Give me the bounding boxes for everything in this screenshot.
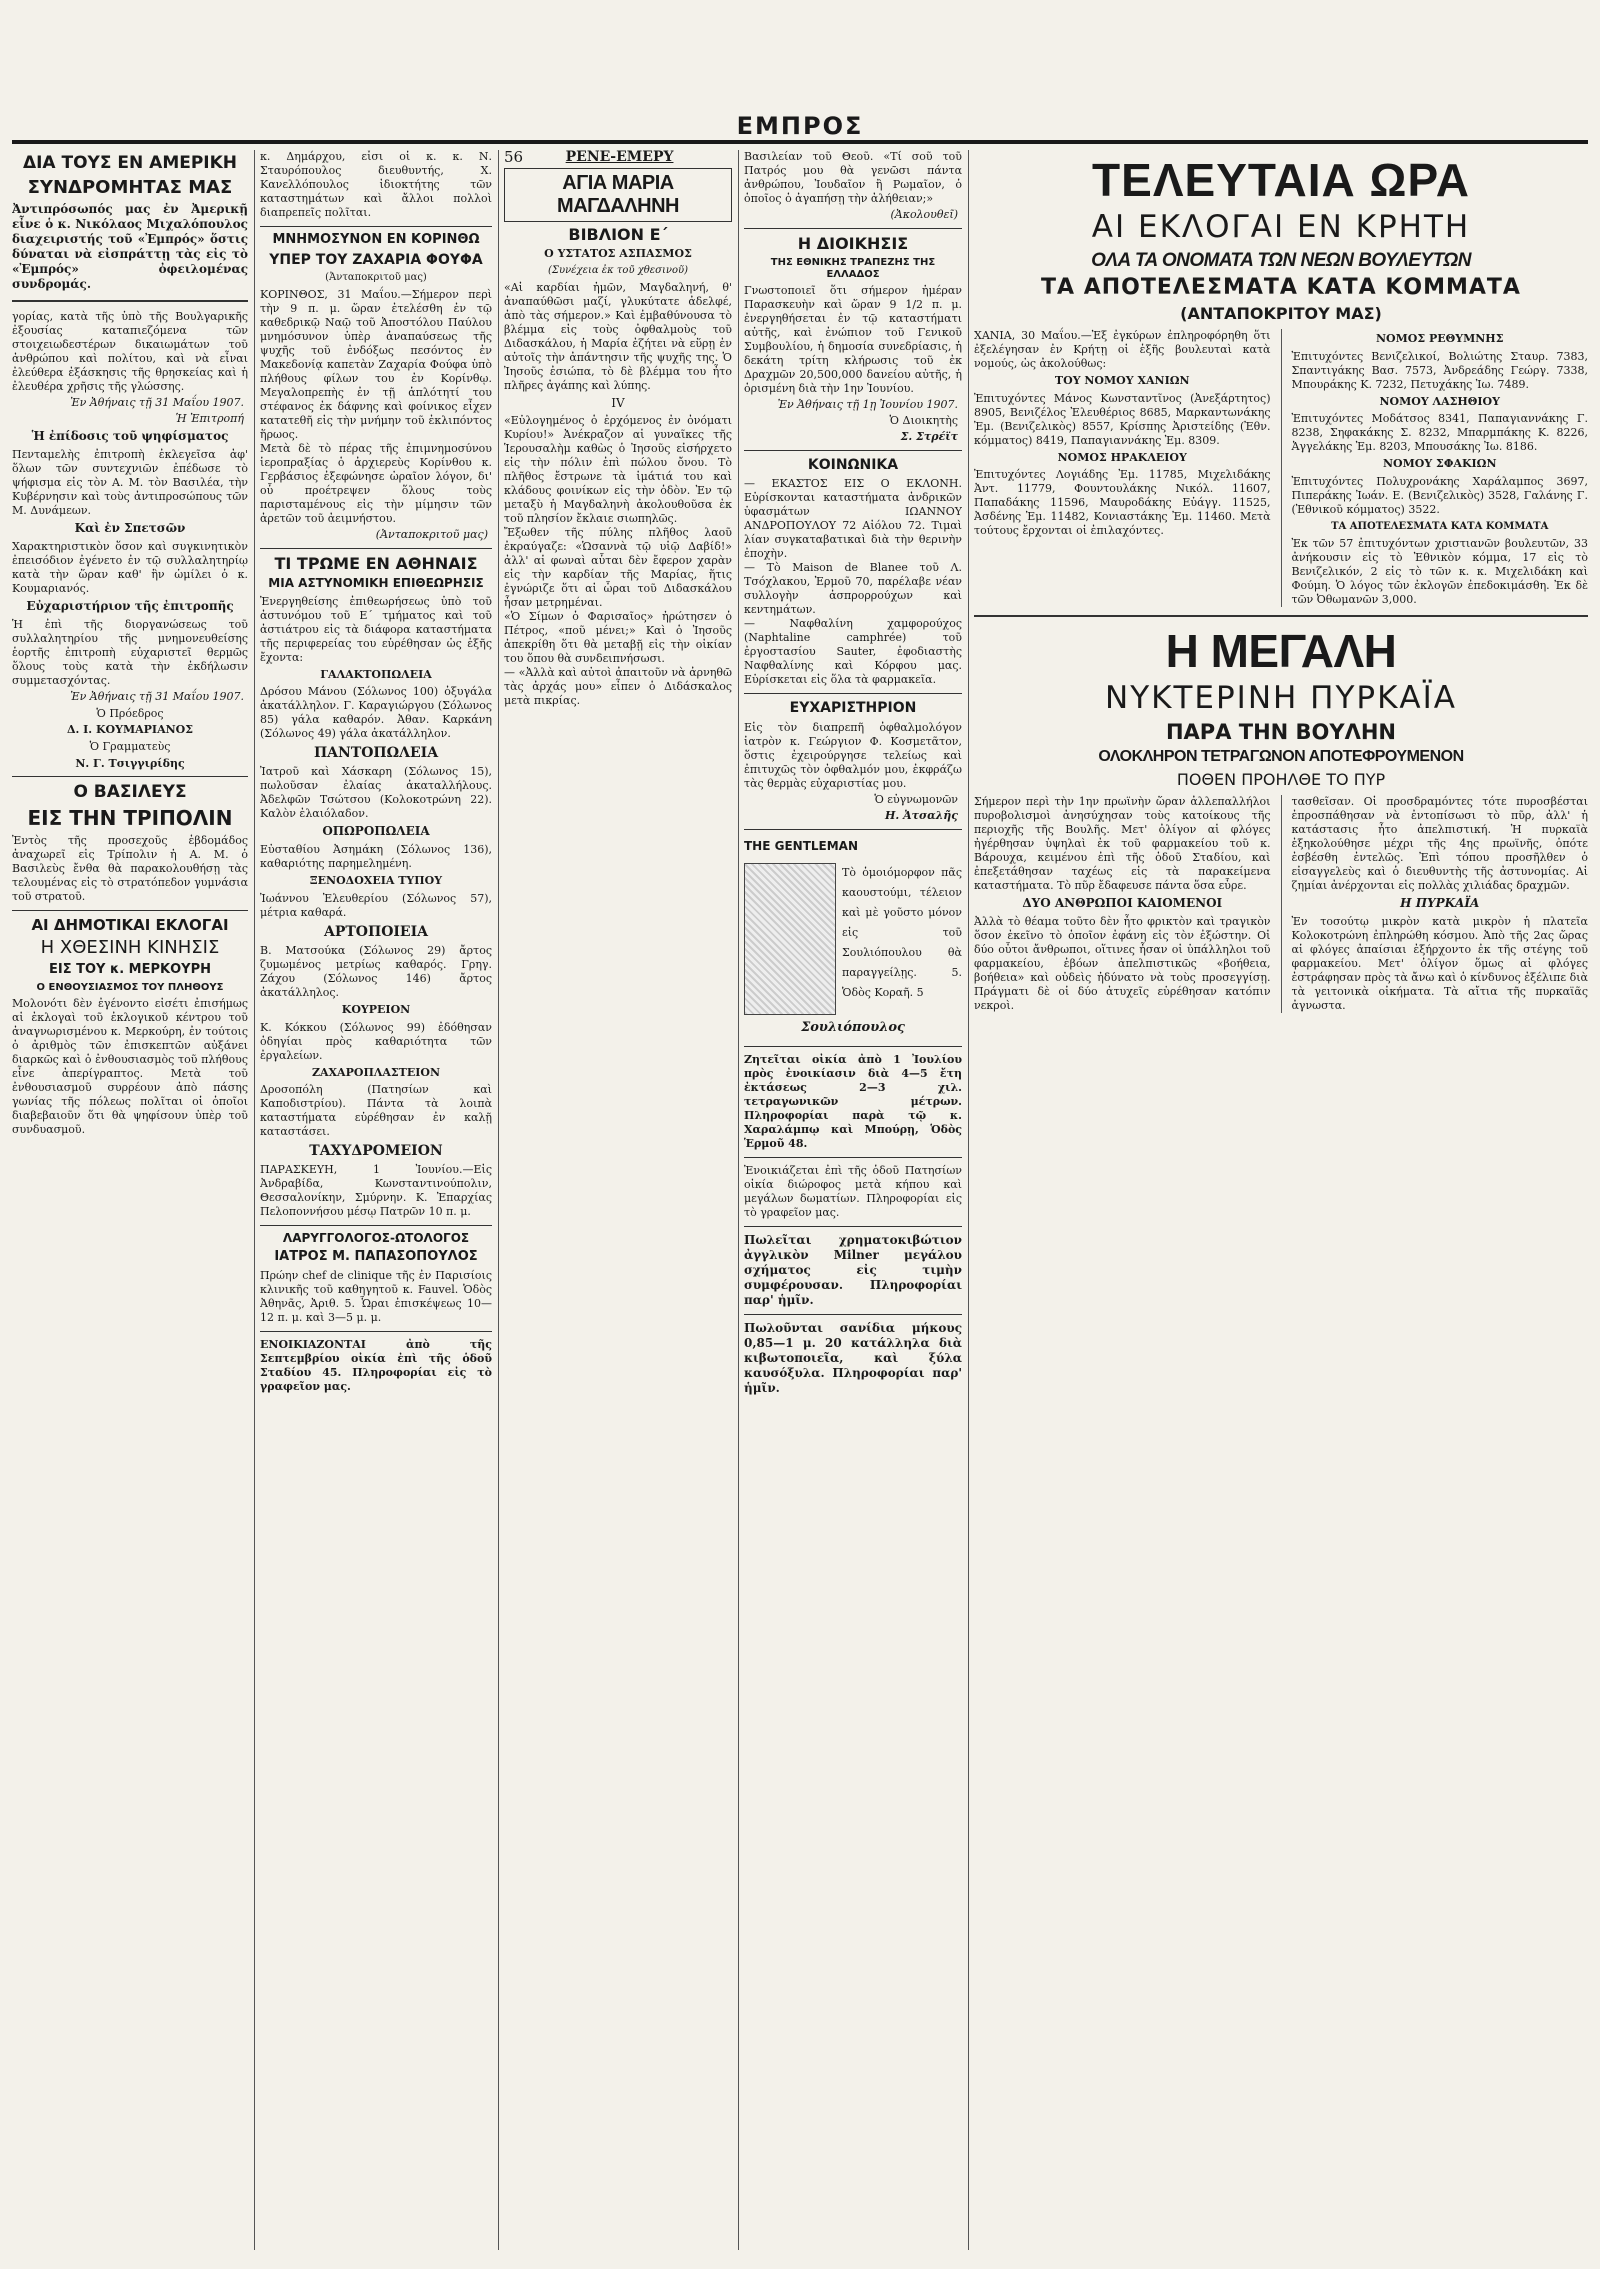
col2-section-7: ΖΑΧΑΡΟΠΛΑΣΤΕΙΟΝ	[311, 1065, 441, 1079]
col4-text-2: Γνωστοποιεῖ ὅτι σήμερον ἡμέραν Παρασκευὴν καὶ ὥραν 9 1/2 π. μ. ἐνεργηθήσεται ἐν τῷ καταστήματι αὐτῆς, καὶ ἐνώπιον τοῦ Γενικοῦ Συμβουλίου, ἡ δημοσία συνεδρίασις, ἡ δεκάτη τρίτη κλήρωσις τοῦ ἐκ Δραχμῶν 20,500,000 δανείου αὐτῆς, ἡ ὁρισμένη διὰ τὴν 1ην Ἰουνίου.	[744, 284, 962, 396]
fire-sub-the-fire: Η ΠΥΡΚΑΪΑ	[1400, 896, 1480, 911]
col4-governor-name: Σ. Στρέϊτ	[900, 430, 958, 444]
col2-headline-3: ΤΙ ΤΡΩΜΕ ΕΝ ΑΘΗΝΑΙΣ	[274, 553, 478, 573]
nomos-lasithi: ΝΟΜΟΥ ΛΑΣΗΘΙΟΥ	[1379, 394, 1500, 408]
col4-thanker-label: Ὁ εὐγνωμονῶν	[874, 792, 958, 806]
col2-para-4: Ἐνεργηθείσης ἐπιθεωρήσεως ὑπὸ τοῦ ἀστυνόμου τοῦ Ε΄ τμήματος καὶ τοῦ ἀστιάτρου εἰς τὰ διάφορα καταστήματα τῆς περιφερείας του εὑρέθησαν ὡς ἑξῆς ἔχοντα:	[260, 594, 492, 664]
serial-continued: (Συνέχεια ἐκ τοῦ χθεσινοῦ)	[548, 265, 688, 277]
col2-section-2-text: Ἰατροῦ καὶ Χάσκαρη (Σόλωνος 15), πωλοῦσαν ἐλαίας ἀκαταλλήλους. Ἀδελφῶν Τσώτσου (Κολοκοτρώνη 22). Καλὸν ἐλαιόλαδον.	[260, 765, 492, 821]
col1-para-6: Μολονότι δὲν ἐγένοντο εἰσέτι ἐπισήμως αἱ ἐκλογαὶ τοῦ ἐκλογικοῦ κέντρου τοῦ ἀναγνωρισμένου κ. Μερκούρη, ἐν τούτοις ὁ ἀριθμὸς τῶν ἐπισκεπτῶν αὐξάνει διαρκῶς καὶ ὁ ἐνθουσιασμὸς τοῦ πλήθους εἶνε ἀπερίγραπτος. Μετὰ τοῦ ἐνθουσιασμοῦ συρρέουν ἀπὸ πάσης γωνίας τῆς πόλεως πολῖται οἱ ὁποῖοι διαβεβαιοῦν ὅτι θὰ ψηφίσουν ὑπὲρ τοῦ συνδυασμοῦ.	[12, 997, 248, 1137]
col2-section-8: ΤΑΧΥΔΡΟΜΕΙΟΝ	[309, 1143, 443, 1160]
col1-headline-2: ΣΥΝΔΡΟΜΗΤΑΣ ΜΑΣ	[27, 176, 233, 198]
col4-text-8: Ἐνοικιάζεται ἐπὶ τῆς ὁδοῦ Πατησίων οἰκία διώροφος μετὰ κήπου καὶ μεγάλων δωματίων. Πληροφορίαι εἰς τὸ γραφεῖον μας.	[744, 1164, 962, 1220]
col5-election-results	[974, 329, 1588, 606]
col4-follows: (Ἀκολουθεῖ)	[890, 208, 958, 221]
col4-text-5: — Ναφθαλίνη χαμφορούχος (Naphtaline camphrée) τοῦ ἐργοστασίου Sauter, ἐφοδιαστὴς Ναφθαλίνης καὶ Κόρφου μας. Εὑρίσκεται εἰς ὅλα τὰ φαρμακεῖα.	[744, 617, 962, 687]
col5-headline-5: Η ΜΕΓΑΛΗ	[1165, 624, 1397, 677]
column-4	[744, 150, 962, 2250]
col5-headline-2: ΑΙ ΕΚΛΟΓΑΙ ΕΝ ΚΡΗΤΗ	[1091, 209, 1471, 245]
col2-para-2: ΚΟΡΙΝΘΟΣ, 31 Μαΐου.—Σήμερον περὶ τὴν 9 π. μ. ὥραν ἐτελέσθη ἐν τῷ καθεδρικῷ Ναῷ τοῦ Ἀποστόλου Παύλου μνημόσυνον ὑπὲρ ἀναπαύσεως τῆς ψυχῆς τοῦ ἐνδόξως πεσόντος ἐν Μακεδονίᾳ καπετὰν Ζαχαρία Φούφα ὑπὸ πλήθους φίλων του ἐν Κορίνθῳ. Μεγαλοπρεπὴς ἐν τῇ ἁπλότητί του στέφανος ἐκ δάφνης καὶ φοίνικος εἶχεν κατατεθῆ εἰς τὴν μνήμην τοῦ ἐκλιπόντος ἥρωος.	[260, 287, 492, 441]
col5-text-1: ΧΑΝΙΑ, 30 Μαΐου.—Ἐξ ἐγκύρων ἐπληροφόρηθη ὅτι ἐξελέγησαν ἐν Κρήτῃ οἱ ἑξῆς βουλευταὶ κατὰ νομούς, ὡς ἀκολούθως:	[974, 329, 1271, 371]
col5-headline-4: ΤΑ ΑΠΟΤΕΛΕΣΜΑΤΑ ΚΑΤΑ ΚΟΜΜΑΤΑ	[1041, 275, 1521, 301]
col1-rule-2	[12, 776, 248, 777]
col5-headline-1: ΤΕΛΕΥΤΑΙΑ ΩΡΑ	[1092, 154, 1470, 206]
col4-text-4: — Τὸ Maison de Blanee τοῦ Λ. Τσόχλακου, Ἑρμοῦ 70, παρέλαβε νέαν συλλογὴν ἀσπρορρούχων καὶ κεντημάτων.	[744, 561, 962, 617]
col4-governor: Ὁ Διοικητὴς	[889, 414, 958, 428]
nomos-heraklion: ΝΟΜΟΣ ΗΡΑΚΛΕΙΟΥ	[1057, 450, 1187, 464]
col4-rule-5	[744, 1046, 962, 1047]
col5-byline: (ΑΝΤΑΠΟΚΡΙΤΟΥ ΜΑΣ)	[1180, 303, 1382, 323]
col1-headline-1: ΔΙΑ ΤΟΥΣ ΕΝ ΑΜΕΡΙΚΗ	[22, 153, 238, 173]
serial-text-4: Ἔξωθεν τῆς πύλης πλῆθος λαοῦ ἐκραύγαζε: «Ὡσαννὰ τῷ υἱῷ Δαβίδ!» ἀλλ' αἱ φωναὶ αὗται δὲν ἔφερον χαρὰν εἰς τὴν καρδίαν τῆς Μαρίας, ἥτις ἐγνώριζε ὅτι αἱ ὧραι τοῦ Διδασκάλου ἦσαν μετρημέναι.	[504, 526, 732, 610]
col4-rule-7	[744, 1226, 962, 1227]
col4-text-1: Βασιλείαν τοῦ Θεοῦ. «Τί σοῦ τοῦ Πατρός μου θὰ γενῶσι πάντα ἀνθρώπου, Ἰουδαῖον ἢ Ρωμαῖον, ὁ ὁποῖος ὁ ἀγαπήσῃ τὴν ἀλήθειαν;»	[744, 150, 962, 205]
col4-text-7: Ζητεῖται οἰκία ἀπὸ 1 Ἰουλίου πρὸς ἐνοικίασιν διὰ 4—5 ἔτη ἐκτάσεως 2—3 χιλ. τετραγωνικῶν μέτρων. Πληροφορίαι παρὰ τῷ κ. Χαραλάμπῳ καὶ Μπούρῃ, Ὁδὸς Ἑρμοῦ 48.	[744, 1053, 962, 1151]
column-1	[12, 150, 248, 2250]
nomos-chania: ΤΟΥ ΝΟΜΟΥ ΧΑΝΙΩΝ	[1054, 374, 1190, 388]
masthead-title: ΕΜΠΡΟΣ	[736, 112, 864, 140]
gentleman-ad-title: THE GENTLEMAN	[744, 838, 858, 853]
serial-book: ΒΙΒΛΙΟΝ Ε΄	[568, 225, 668, 244]
col2-section-1-text: Δρόσου Μάνου (Σόλωνος 100) ὀξυγάλα ἀκατάλληλον. Γ. Καραγιώργου (Σόλωνος 85) γάλα καθαρόν. Ἀθαν. Καρκάνη (Σόλωνος 49) γάλα ἀκατάλληλον.	[260, 685, 492, 741]
col1-sub-1: Ἡ ἐπίδοσις τοῦ ψηφίσματος	[31, 429, 229, 444]
col5-headline-6: ΝΥΚΤΕΡΙΝΗ ΠΥΡΚΑΪΑ	[1105, 679, 1457, 716]
fire-text-3: τασθεῖσαν. Οἱ προσδραμόντες τότε πυροσβέσται ἐπροσπάθησαν νὰ ἐντοπίσωσι τὸ πῦρ, ἀλλ' ἡ κατάστασις ἦτο ἀπελπιστική. Ἡ πυρκαϊὰ ἐξηκολούθησε μέχρι τῆς 4ης πρωϊνῆς, ὁπότε ἐσβέσθη ἐντελῶς. Ἐπὶ τόπου προσῆλθεν ὁ εἰσαγγελεὺς καὶ ὁ διευθυντὴς τῆς ἀστυνομίας. Αἱ ζημίαι ἀνέρχονται εἰς πολλὰς χιλιάδας δραχμῶν.	[1291, 795, 1588, 893]
col5-subcol-right	[1291, 329, 1588, 606]
col5-fire-right	[1291, 795, 1588, 1013]
col1-headline-5: ΑΙ ΔΗΜΟΤΙΚΑΙ ΕΚΛΟΓΑΙ	[31, 915, 229, 934]
col1-rule-1	[12, 300, 248, 302]
page-columns	[12, 150, 1588, 2260]
gentleman-ad-name: Σουλιόπουλος	[801, 1020, 905, 1036]
col4-rule-2	[744, 450, 962, 451]
col2-rule-1	[260, 226, 492, 227]
serial-text-3: «Εὐλογημένος ὁ ἐρχόμενος ἐν ὀνόματι Κυρίου!» Ἀνέκραζον αἱ γυναῖκες τῆς Ἱερουσαλὴμ καθὼς ὁ Ἰησοῦς εἰσήρχετο εἰς τὴν πόλιν ἐπὶ πώλου ὄνου. Τὸ πλῆθος ἔστρωνε τὰ ἱμάτιά του καὶ κλάδους φοινίκων εἰς τὴν ὁδὸν. Ἐν τῷ μεταξὺ ἡ Μαγδαληνὴ ἀκολουθοῦσα ἐκ τοῦ πλησίον ἔκλαιε σιωπηλῶς.	[504, 414, 732, 526]
col4-rule-8	[744, 1314, 962, 1315]
col2-section-5: ΑΡΤΟΠΟΙΕΙΑ	[323, 923, 429, 940]
col5-fire-story	[974, 795, 1588, 1013]
col2-section-1: ΓΑΛΑΚΤΟΠΩΛΕΙΑ	[320, 667, 432, 681]
col1-headline-6: Η ΧΘΕΣΙΝΗ ΚΙΝΗΣΙΣ	[40, 936, 220, 958]
col5-headline-7: ΠΑΡΑ ΤΗΝ ΒΟΥΛΗΝ	[1165, 720, 1397, 745]
nomos-sfakia-text: Ἐπιτυχόντες Πολυχρονάκης Χαράλαμπος 3697, Πιπεράκης Ἰωάν. Ε. (Βενιζελικὸς) 3528, Γαλάνης Γ. (Ἐθνικοῦ κόμματος) 3522.	[1291, 475, 1588, 517]
serial-section-iv: IV	[611, 395, 625, 410]
col5-fire-left	[974, 795, 1271, 1013]
col1-sub-3: Εὐχαριστήριον τῆς ἐπιτροπῆς	[26, 598, 234, 613]
party-results-head: ΤΑ ΑΠΟΤΕΛΕΣΜΑΤΑ ΚΑΤΑ ΚΟΜΜΑΤΑ	[1331, 521, 1549, 533]
col2-section-3: ΟΠΩΡΟΠΩΛΕΙΑ	[322, 824, 430, 839]
col2-rule-2	[260, 548, 492, 549]
col2-section-9-name: ΙΑΤΡΟΣ Μ. ΠΑΠΑΣΟΠΟΥΛΟΣ	[274, 1249, 478, 1265]
fire-text-1: Σήμερον περὶ τὴν 1ην πρωϊνὴν ὥραν ἀλλεπαλλήλοι πυροβολισμοὶ ἀνησύχησαν τοὺς κατοίκους τῆς περιοχῆς τῆς Βουλῆς. Μετ' ὀλίγον αἱ φλόγες ἠγέρθησαν ὑψηλαὶ ἐκ τοῦ φαρμακείου τοῦ κ. Βάρουχα, κειμένου ἐπὶ τῆς ὁδοῦ Σταδίου, καὶ ἐπεξετάθησαν ταχέως εἰς τὰ παρακείμενα καταστήματα. Τὸ πῦρ ἔδαφευσε πάντα ὅσα εὗρε.	[974, 795, 1271, 893]
col1-president: Ὁ Πρόεδρος	[96, 706, 164, 720]
col5-fire-rule	[1281, 795, 1282, 1013]
col2-section-4-text: Ἰωάννου Ἐλευθερίου (Σόλωνος 57), μέτρια καθαρά.	[260, 891, 492, 919]
col2-section-8-text: ΠΑΡΑΣΚΕΥΗ, 1 Ἰουνίου.—Εἰς Ἀνδραβίδα, Κωνσταντινούπολιν, Θεσσαλονίκην, Σμύρνην. Κ. Ἐπαρχίας Πελοποννήσου μέσῳ Πατρῶν 10 π. μ.	[260, 1163, 492, 1219]
col1-para-3: Χαρακτηριστικὸν ὅσον καὶ συγκινητικὸν ἐπεισόδιον ἐγένετο ἐν τῷ συλλαλητηρίῳ κατὰ τὴν ὥραν καθ' ἣν ὡμίλει ὁ κ. Κουμαριανός.	[12, 539, 248, 595]
col2-section-9: ΛΑΡΥΓΓΟΛΟΓΟΣ-ΩΤΟΛΟΓΟΣ	[282, 1231, 470, 1246]
col2-headline-4: ΜΙΑ ΑΣΤΥΝΟΜΙΚΗ ΕΠΙΘΕΩΡΗΣΙΣ	[268, 575, 484, 590]
serial-chapter: Ο ΥΣΤΑΤΟΣ ΑΣΠΑΣΜΟΣ	[544, 247, 692, 261]
column-5	[974, 150, 1588, 2250]
col2-sig-1: (Ἀνταποκριτοῦ μας)	[375, 527, 488, 541]
col2-section-6: ΚΟΥΡΕΙΟΝ	[341, 1002, 411, 1016]
col2-section-9-text: Πρώην chef de clinique τῆς ἐν Παρισίοις κλινικῆς τοῦ καθηγητοῦ κ. Fauvel. Ὁδὸς Ἀθηνᾶς, Ἀριθ. 5. Ὧραι ἐπισκέψεως 10—12 π. μ. καὶ 3—5 μ. μ.	[260, 1269, 492, 1325]
gentleman-ad	[744, 836, 962, 1041]
column-rule-1	[254, 150, 255, 2250]
col4-text-10: Πωλοῦνται σανίδια μήκους 0,85—1 μ. 20 κατάλληλα διὰ κιβωτοποιεῖα, καὶ ξύλα καυσόξυλα. Πληροφορίαι παρ' ἡμῖν.	[744, 1321, 962, 1396]
party-results-text: Ἐκ τῶν 57 ἐπιτυχόντων χριστιανῶν βουλευτῶν, 33 ἀνήκουσιν εἰς τὸ Ἐθνικὸν κόμμα, 17 εἰς τὸ Βενιζελικόν, 2 εἰς τὸ τῶν κ. κ. Μιχελιδάκη καὶ Φούμη. Ὁ λόγος τῶν ἐκλογῶν ἐπεδοκιμάσθη. Ἐκ δὲ τῶν Ὀθωμανῶν 3,000.	[1291, 536, 1588, 606]
serial-title: ΑΓΙΑ ΜΑΡΙΑ ΜΑΓΔΑΛΗΝΗ	[504, 168, 732, 222]
col1-sub-2: Καὶ ἐν Σπετσῶν	[74, 521, 186, 536]
col4-rule-3	[744, 693, 962, 694]
serial-text-1: «Αἱ καρδίαι ἡμῶν, Μαγδαληνή, θ' ἀναπαύθῶσι μαζί, γλυκύτατε ἀδελφέ, ἀπὸ τὰς σήμερον.» Καὶ ἐμβαθύνουσα τὸ βλέμμα εἰς τοὺς ὀφθαλμοὺς τοῦ Διδασκάλου, ἡ Μαρία ἐζήτει νὰ εὕρῃ ἐν αὐτοῖς τὴν ἀπάντησιν τῆς ψυχῆς της. Ὁ Ἰησοῦς ἐσιώπα, τὸ δὲ βλέμμα του ἦτο πλῆρες ἀγάπης καὶ λύπης.	[504, 280, 732, 392]
col4-text-3: — ΕΚΑΣΤΟΣ ΕΙΣ Ο ΕΚΛΟΝΗ. Εὑρίσκονται καταστήματα ἀνδρικῶν ὑφασμάτων ΙΩΑΝΝΟΥ ΑΝΔΡΟΠΟΥΛΟΥ 72 Αἰόλου 72. Τιμαὶ λίαν συγκαταβατικαὶ διὰ τὴν θερινὴν ἐποχὴν.	[744, 477, 962, 561]
col2-section-10: ΕΝΟΙΚΙΑΖΟΝΤΑΙ ἀπὸ τῆς Σεπτεμβρίου οἰκία ἐπὶ τῆς ὁδοῦ Σταδίου 45. Πληροφορίαι εἰς τὸ γραφεῖον μας.	[260, 1338, 492, 1394]
fire-sub-two-men: ΔΥΟ ΑΝΘΡΩΠΟΙ ΚΑΙΟΜΕΝΟΙ	[1022, 896, 1223, 911]
col4-rule-6	[744, 1157, 962, 1158]
col1-headline-4: ΕΙΣ ΤΗΝ ΤΡΙΠΟΛΙΝ	[27, 805, 233, 830]
column-2	[260, 150, 492, 2250]
col2-rule-3	[260, 1225, 492, 1226]
col2-byline: (Ἀνταποκριτοῦ μας)	[325, 272, 427, 284]
col2-section-3-text: Εὐσταθίου Ἀσημάκη (Σόλωνος 136), καθαριότης παρημελημένη.	[260, 843, 492, 871]
col1-secretary-name: Ν. Γ. Τσιγγιρίδης	[75, 756, 185, 770]
col2-para-3: Μετὰ δὲ τὸ πέρας τῆς ἐπιμνημοσύνου ἱεροπραξίας ὁ ἀρχιερεὺς Κορίνθου κ. Γερβάσιος ἐξεφώνησε ὡραῖον λόγον, δι' οὗ προέτρεψεν ὅλους τοὺς παρισταμένους εἰς τὴν μίμησιν τῶν ἀρετῶν τοῦ ἀειμνήστου.	[260, 441, 492, 525]
column-rule-4	[968, 150, 969, 2250]
masthead	[0, 0, 1600, 150]
col1-para-4: Ἡ ἐπὶ τῆς διοργανώσεως τοῦ συλλαλητηρίου τῆς μνημονευθείσης ἑορτῆς ἐπιτροπὴ εὐχαριστεῖ θερμῶς ὅλους τοὺς κατὰ τὴν ἐκδήλωσιν συμμετασχόντας.	[12, 617, 248, 687]
col5-headline-9: ΠΟΘΕΝ ΠΡΟΗΛΘΕ ΤΟ ΠΥΡ	[1176, 769, 1386, 789]
col4-text-6: Εἰς τὸν διαπρεπῆ ὀφθαλμολόγον ἰατρὸν κ. Γεώργιον Φ. Κοσμετᾶτον, ὅστις ἐχειρούργησε τελείως καὶ ἐπιτυχῶς τὸν ὀφθαλμόν μου, ἐκφράζω τὰς θερμὰς εὐχαριστίας μου.	[744, 720, 962, 790]
col1-president-name: Δ. Ι. ΚΟΥΜΑΡΙΑΝΟΣ	[66, 723, 194, 737]
col1-date-2: Ἐν Ἀθήναις τῇ 31 Μαΐου 1907.	[70, 689, 244, 703]
nomos-sfakia: ΝΟΜΟΥ ΣΦΑΚΙΩΝ	[1382, 457, 1497, 471]
column-3	[504, 150, 732, 2250]
serial-number: 56	[504, 150, 524, 166]
col1-para-5: Ἐντὸς τῆς προσεχοῦς ἑβδομάδος ἀναχωρεῖ εἰς Τρίπολιν ἡ Α. Μ. ὁ Βασιλεὺς ἔνθα θὰ παρακολουθήσῃ τὰς τελουμένας εἰς τὸ στρατόπεδον γυμνάσια τοῦ στρατοῦ.	[12, 833, 248, 903]
col1-intro: Ἀντιπρόσωπός μας ἐν Ἀμερικῇ εἶνε ὁ κ. Νικόλαος Μιχαλόπουλος διαχειριστής τοῦ «Ἐμπρός» ὅστις δύναται νὰ εἰσπράττῃ τὰς εἰς τὸ «Ἐμπρός» ὀφειλομένας συνδρομάς.	[12, 202, 248, 292]
col2-headline-1: ΜΝΗΜΟΣΥΝΟΝ ΕΝ ΚΟΡΙΝΘΩ	[272, 232, 480, 247]
nomos-rethymno: ΝΟΜΟΣ ΡΕΘΥΜΝΗΣ	[1375, 332, 1504, 346]
column-rule-2	[498, 150, 499, 2250]
col2-headline-2: ΥΠΕΡ ΤΟΥ ΖΑΧΑΡΙΑ ΦΟΥΦΑ	[269, 251, 483, 268]
col4-headline-2: ΤΗΣ ΕΘΝΙΚΗΣ ΤΡΑΠΕΖΗΣ ΤΗΣ ΕΛΛΑΔΟΣ	[770, 257, 936, 280]
col5-subcol-rule	[1281, 329, 1282, 606]
col2-section-4: ΞΕΝΟΔΟΧΕΙΑ ΤΥΠΟΥ	[309, 874, 443, 888]
col4-rule-1	[744, 228, 962, 229]
serial-header	[504, 150, 732, 164]
fire-text-2: Ἀλλὰ τὸ θέαμα τοῦτο δὲν ἦτο φρικτὸν καὶ τραγικὸν ὅσον ἐκεῖνο τὸ ὁποῖον ἐφάνη εἰς τὸν ἐξώστην. Οἱ δύο οὗτοι ἄνθρωποι, οἵτινες ἦσαν οἱ ὑπάλληλοι τοῦ φαρμακείου, ἐβόων ἀπελπιστικῶς «βοήθεια, βοήθεια» καὶ οὐδεὶς ἠδύνατο νὰ τοὺς προσεγγίσῃ. Πράγματι δὲ οἱ δύο ἀτυχεῖς εὑρέθησαν κατόπιν νεκροὶ.	[974, 914, 1271, 1012]
col1-para-1: γορίας, κατὰ τῆς ὑπὸ τῆς Βουλγαρικῆς ἐξουσίας καταπιεζόμενα τῶν στοιχειωδεστέρων δικαιωμάτων τοῦ ἀνθρώπου καὶ πολίτου, καὶ νὰ εἶναι ἐλεύθερα ἐξάσκησις τῆς θρησκείας καὶ ἡ ἐλευθέρα χρῆσις τῆς γλώσσης.	[12, 310, 248, 394]
nomos-chania-text: Ἐπιτυχόντες Μάνος Κωνσταντῖνος (Ἀνεξάρτητος) 8905, Βενιζέλος Ἐλευθέριος 8685, Μαρκαντωνάκης Ἐμ. (Βενιζελικὸς) 8557, Κρίσπης Ἀριστείδης (Ἐθν. κόμματος) 8419, Παπαγιαννάκης Ἐμ. 8309.	[974, 391, 1271, 447]
col4-date: Ἐν Ἀθήναις τῇ 1ῃ Ἰουνίου 1907.	[777, 398, 958, 412]
gentleman-ad-caption: Τὸ ὁμοιόμορφον πᾶς καουστούμι, τέλειον καὶ μὲ γοῦστο μόνον εἰς τοῦ Σουλιόπουλου θὰ παραγγείλῃς. 5. Ὁδὸς Κοραῆ. 5	[842, 866, 962, 1000]
col4-headline-4: ΕΥΧΑΡΙΣΤΗΡΙΟΝ	[789, 700, 917, 717]
col1-headline-8: Ο ΕΝΘΟΥΣΙΑΣΜΟΣ ΤΟΥ ΠΛΗΘΟΥΣ	[36, 981, 224, 993]
col2-rule-4	[260, 1331, 492, 1332]
nomos-rethymno-text: Ἐπιτυχόντες Βενιζελικοί, Βολιώτης Σταυρ. 7383, Σπαντιγάκης Βασ. 7573, Ἀνδρεάδης Γεώργ. 7338, Μπουράκης Κ. 7232, Πετυχάκης Ἰω. 7489.	[1291, 349, 1588, 391]
col5-headline-3: ΟΛΑ ΤΑ ΟΝΟΜΑΤΑ ΤΩΝ ΝΕΩΝ ΒΟΥΛΕΥΤΩΝ	[1091, 249, 1471, 271]
col1-para-2: Πενταμελὴς ἐπιτροπὴ ἐκλεγεῖσα ἀφ' ὅλων τῶν συντεχνιῶν ἐπέδωσε τὸ ψήφισμα εἰς τὸν Α. Μ. τὸν Βασιλέα, τὴν Κυβέρνησιν καὶ τοὺς ἀντιπροσώπους τῶν Μ. Δυνάμεων.	[12, 448, 248, 518]
nomos-lasithi-text: Ἐπιτυχόντες Μοδάτσος 8341, Παπαγιαννάκης Γ. 8238, Σηφακάκης Σ. 8232, Μπαρμπάκης Κ. 8226, Ἀγγελάκης Ἐμ. 8203, Μπουσάκης Ἰω. 8186.	[1291, 412, 1588, 454]
serial-author: ΡΕΝΕ-ΕΜΕΡΥ	[565, 150, 674, 165]
col4-rule-4	[744, 829, 962, 830]
col2-section-6-text: Κ. Κόκκου (Σόλωνος 99) ἐδόθησαν ὁδηγίαι πρὸς καθαριότητα τῶν ἐργαλείων.	[260, 1020, 492, 1062]
fire-text-4: Ἐν τοσούτῳ μικρὸν κατὰ μικρὸν ἡ πλατεῖα Κολοκοτρώνη ἐπληρώθη κόσμου. Ἀπὸ τῆς 2ας ὥρας αἱ φλόγες ἀπαίσιαι ἐξήρχοντο ἐκ τῆς στέγης τοῦ φαρμακείου. Μετ' ὀλίγον ὅμως αἱ φλόγες ἐστράφησαν πρὸς τὰ ἄνω καὶ ὁ κίνδυνος ἐξέλιπε διὰ τὰ γειτονικὰ οἰκήματα. Τὰ αἴτια τῆς πυρκαϊᾶς ἀγνωστα.	[1291, 914, 1588, 1012]
col1-headline-7: ΕΙΣ ΤΟΥ κ. ΜΕΡΚΟΥΡΗ	[49, 961, 211, 977]
col4-text-9: Πωλεῖται χρηματοκιβώτιον ἀγγλικὸν Milner μεγάλου σχήματος εἰς τιμὴν συμφέρουσαν. Πληροφορίαι παρ' ἡμῖν.	[744, 1233, 962, 1308]
col4-headline-3: ΚΟΙΝΩΝΙΚΑ	[807, 457, 899, 474]
col4-thanker: Η. Ἀτσαλῆς	[885, 808, 958, 822]
col2-section-2: ΠΑΝΤΟΠΩΛΕΙΑ	[313, 745, 439, 762]
col2-para-1: κ. Δημάρχου, εἶσι οἱ κ. κ. Ν. Σταυρόπουλος διευθυντής, Χ. Κανελλόπουλος ἰδιοκτήτης τῶν καταστημάτων καὶ ἄλλοι πολλοὶ διαπρεπεῖς πολῖται.	[260, 150, 492, 219]
col4-headline-1: Η ΔΙΟΙΚΗΣΙΣ	[797, 234, 909, 253]
col2-section-7-text: Δροσοπόλη (Πατησίων καὶ Καποδιστρίου). Πάντα τὰ λοιπὰ καταστήματα εὑρέθησαν ἐν καλῇ καταστάσει.	[260, 1083, 492, 1139]
col1-committee: Ἡ Ἐπιτροπή	[175, 412, 244, 426]
column-rule-3	[738, 150, 739, 2250]
gentleman-illustration	[744, 863, 836, 1015]
col2-section-5-text: Β. Ματσούκα (Σόλωνος 29) ἄρτος ζυμωμένος μετρίως καθαρός. Γρηγ. Ζάχου (Σόλωνος 146) ἄρτος ἀκατάλληλος.	[260, 943, 492, 999]
col1-date-1: Ἐν Ἀθήναις τῇ 31 Μαΐου 1907.	[70, 396, 244, 410]
col1-secretary: Ὁ Γραμματεὺς	[89, 739, 171, 753]
nomos-heraklion-text: Ἐπιτυχόντες Λογιάδης Ἐμ. 11785, Μιχελιδάκης Ἀντ. 11779, Φουντουλάκης Νικόλ. 11607, Παπαδάκης 11596, Μαυροδάκης Εὐάγγ. 11525, Ἀσδένης Ἐμ. 11482, Κονιαστάκης Ἐμ. 11460. Μετὰ τούτους ἔρχονται οἱ ἐπιλαχόντες.	[974, 468, 1271, 538]
col1-rule-3	[12, 910, 248, 911]
col5-subcol-left	[974, 329, 1271, 606]
col5-rule-1	[974, 615, 1588, 617]
serial-text-5: «Ὁ Σίμων ὁ Φαρισαῖος» ἠρώτησεν ὁ Πέτρος, «ποῦ μένει;» Καὶ ὁ Ἰησοῦς ἀπεκρίθη ὅτι θὰ μεταβῇ εἰς τὴν οἰκίαν του ὅπου θὰ συνδειπνήσωσι.	[504, 610, 732, 666]
masthead-rule	[12, 140, 1588, 144]
serial-text-6: — «Ἀλλὰ καὶ αὐτοὶ ἀπαιτοῦν νὰ ἀρνηθῶ τὰς ἀρχάς μου» εἶπεν ὁ Διδάσκαλος μετὰ πικρίας.	[504, 666, 732, 708]
col1-headline-3: Ο ΒΑΣΙΛΕΥΣ	[73, 782, 187, 803]
col5-headline-8: ΟΛΟΚΛΗΡΟΝ ΤΕΤΡΑΓΩΝΟΝ ΑΠΟΤΕΦΡΟΥΜΕΝΟΝ	[1098, 748, 1464, 766]
